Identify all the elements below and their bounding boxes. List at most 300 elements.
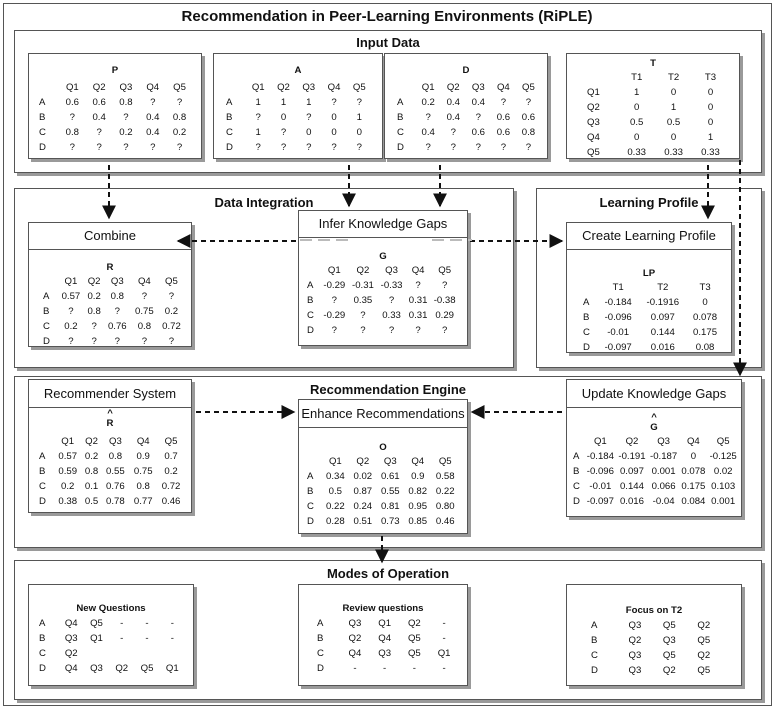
matrix-cell: 0.33 xyxy=(701,147,720,158)
matrix-cell: 0 xyxy=(634,102,640,113)
matrix-row-header: C xyxy=(43,321,50,332)
matrix-row-header: Q5 xyxy=(587,147,600,158)
mode-cell: - xyxy=(442,618,446,629)
matrix-cell: ? xyxy=(168,291,175,302)
matrix-cell: 0 xyxy=(331,127,337,138)
matrix-cell: 0.6 xyxy=(496,112,511,123)
mode-cell: - xyxy=(145,633,149,644)
matrix-cell: 0 xyxy=(670,132,677,143)
matrix-cell: ? xyxy=(114,306,120,317)
matrix-cell: 0.33 xyxy=(664,147,683,158)
matrix-cell: 0.4 xyxy=(446,112,460,123)
matrix-col-header: T1 xyxy=(631,72,643,83)
matrix-cell: 0.144 xyxy=(619,481,644,492)
matrix-cell: 1 xyxy=(306,97,312,108)
matrix-cell: 0.144 xyxy=(650,327,675,338)
matrix-cell: 0.1 xyxy=(84,481,99,492)
matrix-cell: 0.76 xyxy=(107,321,127,332)
matrix-col-header: Q1 xyxy=(327,265,341,276)
matrix-row-header: B xyxy=(573,466,580,477)
matrix-cell: 0.2 xyxy=(421,97,435,108)
matrix-cell: 0.8 xyxy=(521,127,536,138)
matrix-name: T xyxy=(650,58,656,69)
matrix-cell: 0.2 xyxy=(164,466,178,477)
matrix-cell: ? xyxy=(441,325,448,336)
matrix-cell: 0.35 xyxy=(353,295,373,306)
matrix-cell: ? xyxy=(68,306,74,317)
matrix-cell: 0.016 xyxy=(619,496,644,507)
matrix-cell: ? xyxy=(331,325,337,336)
mode-cell: - xyxy=(442,663,446,674)
matrix-cell: ? xyxy=(69,142,76,153)
matrix-cell: 0.6 xyxy=(521,112,536,123)
matrix-cell: 0.4 xyxy=(146,127,160,138)
matrix-cell: 1 xyxy=(670,102,677,113)
mode-cell: - xyxy=(442,633,446,644)
matrix-cell: ? xyxy=(176,142,183,153)
matrix-cell: 0.59 xyxy=(58,466,78,477)
matrix-cell: 0.2 xyxy=(61,481,75,492)
matrix-row-header: D xyxy=(307,516,314,527)
matrix-cell: ? xyxy=(356,97,362,108)
mode-cell: Q3 xyxy=(348,618,362,629)
matrix-row-header: B xyxy=(39,466,46,477)
matrix-cell: 0.76 xyxy=(106,481,125,492)
matrix-cell: 0.72 xyxy=(161,481,181,492)
matrix-col-header: Q1 xyxy=(328,456,342,467)
mode-cell: Q5 xyxy=(697,665,711,676)
matrix-cell: ? xyxy=(425,142,431,153)
matrix-col-header: Q4 xyxy=(327,82,341,93)
mode-cell: - xyxy=(383,663,387,674)
mode-row-header: A xyxy=(317,618,324,629)
update-title: Update Knowledge Gaps xyxy=(567,380,741,408)
mode-row-header: D xyxy=(591,665,598,676)
matrix-cell: ? xyxy=(475,112,481,123)
matrix-cell: -0.184 xyxy=(586,451,614,462)
matrix-cell: ? xyxy=(141,336,148,347)
mode-cell: Q5 xyxy=(140,663,154,674)
mode-cell: Q2 xyxy=(662,665,676,676)
mode-row-header: A xyxy=(39,618,46,629)
section-profile-title: Learning Profile xyxy=(599,195,699,210)
matrix-col-header: Q2 xyxy=(446,82,460,93)
matrix-col-header: T1 xyxy=(612,282,624,293)
matrix-col-header: Q2 xyxy=(625,436,639,447)
matrix-col-header: Q5 xyxy=(438,456,452,467)
matrix-col-header: Q2 xyxy=(277,82,290,93)
mode-cell: Q3 xyxy=(628,620,642,631)
matrix-cell: 0.33 xyxy=(627,147,647,158)
matrix-cell: 1 xyxy=(255,97,261,108)
mode-cell: Q2 xyxy=(348,633,362,644)
matrix-cell: ? xyxy=(415,280,421,291)
mode-cell: Q4 xyxy=(348,648,362,659)
matrix-cell: ? xyxy=(360,310,366,321)
mode-cell: Q5 xyxy=(407,648,421,659)
matrix-cell: 0 xyxy=(690,451,697,462)
matrix-cell: ? xyxy=(450,142,456,153)
matrix-cell: 0 xyxy=(331,112,337,123)
matrix-cell: 0.2 xyxy=(64,321,78,332)
mode-row-header: C xyxy=(317,648,324,659)
matrix-col-header: Q3 xyxy=(657,436,671,447)
matrix-cell: 0.084 xyxy=(681,496,706,507)
matrix-col-header: Q3 xyxy=(385,265,398,276)
matrix-row-header: C xyxy=(39,481,46,492)
matrix-row-header: C xyxy=(39,127,46,138)
matrix-cell: ? xyxy=(255,112,261,123)
matrix-row-header: B xyxy=(307,486,314,497)
matrix-cell: 0.31 xyxy=(408,310,428,321)
matrix-cell: 0.5 xyxy=(328,486,343,497)
matrix-col-header: Q4 xyxy=(686,436,700,447)
matrix-cell: 0.73 xyxy=(380,516,400,527)
matrix-col-header: Q4 xyxy=(496,82,510,93)
matrix-cell: -0.04 xyxy=(652,496,675,507)
mode-cell: Q5 xyxy=(662,650,676,661)
matrix-cell: 0 xyxy=(702,297,708,308)
mode-cell: Q4 xyxy=(64,663,78,674)
matrix-row-header: A xyxy=(39,451,46,462)
matrix-cell: ? xyxy=(280,127,287,138)
matrix-col-header: T3 xyxy=(699,282,711,293)
matrix-cell: ? xyxy=(360,325,366,336)
mode-row-header: A xyxy=(591,620,598,631)
matrix-cell: 0.02 xyxy=(713,466,733,477)
mode-cell: Q3 xyxy=(90,663,103,674)
matrix-cell: ? xyxy=(91,336,97,347)
matrix-cell: 0.097 xyxy=(619,466,644,477)
matrix-cell: 0.8 xyxy=(172,112,187,123)
mode-cell: Q3 xyxy=(64,633,78,644)
matrix-cell: 0.5 xyxy=(84,496,99,507)
matrix-row-header: A xyxy=(307,471,314,482)
matrix-cell: -0.31 xyxy=(352,280,374,291)
section-input-title: Input Data xyxy=(356,35,420,50)
matrix-col-header: Q5 xyxy=(522,82,535,93)
matrix-cell: ? xyxy=(306,142,312,153)
matrix-cell: ? xyxy=(96,142,102,153)
matrix-cell: 0.103 xyxy=(711,481,736,492)
matrix-name: G xyxy=(379,251,387,262)
matrix-row-header: C xyxy=(573,481,580,492)
matrix-cell: 0 xyxy=(707,117,714,128)
matrix-col-header: Q3 xyxy=(110,276,124,287)
matrix-cell: 0.8 xyxy=(136,481,150,492)
matrix-row-header: D xyxy=(43,336,50,347)
matrix-col-header: Q5 xyxy=(165,276,178,287)
mode-row-header: B xyxy=(591,635,598,646)
mode-cell: - xyxy=(170,618,174,629)
matrix-cell: 0.4 xyxy=(446,97,460,108)
matrix-row-header: C xyxy=(226,127,233,138)
mode-cell: Q2 xyxy=(64,648,78,659)
matrix-cell: 0.82 xyxy=(408,486,428,497)
matrix-cell: -0.01 xyxy=(589,481,612,492)
matrix-cell: 0.001 xyxy=(711,496,736,507)
matrix-cell: 0.46 xyxy=(435,516,455,527)
matrix-cell: ? xyxy=(96,127,102,138)
matrix-cell: 0.8 xyxy=(137,321,152,332)
matrix-cell: 0.57 xyxy=(58,451,78,462)
mode-cell: Q5 xyxy=(662,620,676,631)
mode-cell: Q3 xyxy=(662,635,676,646)
matrix-row-header: D xyxy=(39,496,46,507)
matrix-cell: 0.6 xyxy=(65,97,80,108)
matrix-col-header: Q4 xyxy=(146,82,160,93)
matrix-cell: ? xyxy=(69,112,76,123)
matrix-cell: 0.6 xyxy=(471,127,485,138)
mode-cell: Q2 xyxy=(628,635,642,646)
matrix-row-header: Q4 xyxy=(587,132,600,143)
section-engine-title: Recommendation Engine xyxy=(309,382,467,397)
create-profile-title: Create Learning Profile xyxy=(567,223,731,250)
matrix-col-header: T3 xyxy=(704,72,717,83)
enhance-title: Enhance Recommendations xyxy=(299,400,467,428)
matrix-cell: ? xyxy=(331,97,337,108)
matrix-col-header: Q5 xyxy=(164,436,178,447)
matrix-cell: 0.22 xyxy=(326,501,345,512)
matrix-col-header: Q5 xyxy=(173,82,186,93)
matrix-cell: 0.95 xyxy=(408,501,428,512)
matrix-cell: 0.77 xyxy=(133,496,153,507)
mode-cell: - xyxy=(170,633,174,644)
mode-cell: Q2 xyxy=(697,650,711,661)
matrix-col-header: Q5 xyxy=(716,436,730,447)
matrix-col-header: Q4 xyxy=(411,456,425,467)
matrix-cell: 0.4 xyxy=(471,97,485,108)
mode-cell: Q4 xyxy=(64,618,78,629)
section-integration-title: Data Integration xyxy=(214,195,314,210)
matrix-cell: 0.22 xyxy=(435,486,455,497)
matrix-cell: 0.8 xyxy=(108,451,123,462)
matrix-cell: 0.4 xyxy=(421,127,435,138)
mode-cell: Q3 xyxy=(628,650,642,661)
matrix-cell: 0.9 xyxy=(411,471,425,482)
matrix-cell: 0.2 xyxy=(164,306,179,317)
matrix-cell: 0.38 xyxy=(58,496,78,507)
matrix-name: P xyxy=(111,65,119,76)
matrix-row-header: D xyxy=(583,342,590,353)
matrix-row-header: C xyxy=(397,127,404,138)
matrix-row-header: A xyxy=(307,280,314,291)
matrix-cell: 0.24 xyxy=(353,501,373,512)
matrix-col-header: T2 xyxy=(667,72,680,83)
matrix-cell: -0.1916 xyxy=(646,297,680,308)
matrix-row-header: Q1 xyxy=(587,87,600,98)
matrix-cell: ? xyxy=(331,295,337,306)
matrix-row-header: Q2 xyxy=(587,102,600,113)
matrix-row-header: D xyxy=(226,142,233,153)
mode-title: Focus on T2 xyxy=(625,605,683,616)
matrix-cell: ? xyxy=(168,336,175,347)
matrix-row-header: D xyxy=(397,142,404,153)
matrix-cell: 0.87 xyxy=(353,486,373,497)
mode-cell: - xyxy=(120,633,124,644)
matrix-cell: ? xyxy=(388,295,395,306)
matrix-cell: 0.31 xyxy=(408,295,428,306)
matrix-cell: 0.016 xyxy=(650,342,675,353)
matrix-cell: ? xyxy=(356,142,362,153)
matrix-cell: 0.29 xyxy=(435,310,454,321)
matrix-cell: 0.61 xyxy=(380,471,400,482)
matrix-cell: ? xyxy=(280,142,287,153)
matrix-row-header: A xyxy=(583,297,590,308)
matrix-cell: -0.33 xyxy=(380,280,403,291)
matrix-cell: 1 xyxy=(634,87,640,98)
matrix-cell: 0.80 xyxy=(435,501,455,512)
mode-cell: Q5 xyxy=(697,635,711,646)
matrix-cell: 0 xyxy=(634,132,640,143)
mode-cell: Q2 xyxy=(697,620,711,631)
matrix-cell: 1 xyxy=(707,132,714,143)
matrix-cell: -0.096 xyxy=(586,466,614,477)
matrix-cell: 0.001 xyxy=(651,466,676,477)
matrix-cell: 0.02 xyxy=(353,471,373,482)
matrix-cell: -0.38 xyxy=(433,295,456,306)
matrix-cell: 0.55 xyxy=(106,466,125,477)
matrix-cell: ? xyxy=(500,97,507,108)
matrix-cell: 0.72 xyxy=(162,321,181,332)
matrix-cell: ? xyxy=(255,142,261,153)
matrix-cell: 0.175 xyxy=(693,327,718,338)
matrix-cell: ? xyxy=(68,336,74,347)
combine-title: Combine xyxy=(29,223,191,250)
matrix-cell: 0.33 xyxy=(382,310,401,321)
matrix-cell: -0.096 xyxy=(604,312,632,323)
matrix-cell: 0.6 xyxy=(92,97,106,108)
matrix-row-header: A xyxy=(397,97,404,108)
matrix-cell: 0.57 xyxy=(61,291,81,302)
matrix-row-header: B xyxy=(39,112,46,123)
matrix-col-header: Q3 xyxy=(471,82,485,93)
matrix-cell: ? xyxy=(306,112,312,123)
mode-row-header: C xyxy=(39,648,46,659)
matrix-cell: ? xyxy=(441,280,448,291)
mode-title: Review questions xyxy=(342,603,424,614)
matrix-cell: -0.191 xyxy=(618,451,646,462)
matrix-cell: 0.34 xyxy=(326,471,345,482)
mode-cell: Q1 xyxy=(437,648,451,659)
matrix-cell: 0.5 xyxy=(630,117,644,128)
matrix-row-header: A xyxy=(573,451,580,462)
matrix-cell: 0.46 xyxy=(161,496,181,507)
matrix-col-header: Q2 xyxy=(356,265,370,276)
matrix-cell: 0.2 xyxy=(84,451,99,462)
matrix-cell: ? xyxy=(141,291,148,302)
matrix-col-header: Q1 xyxy=(65,82,79,93)
matrix-hat: ^ xyxy=(651,412,657,423)
matrix-row-header: Q3 xyxy=(587,117,600,128)
matrix-row-header: D xyxy=(573,496,580,507)
matrix-cell: -0.187 xyxy=(650,451,678,462)
matrix-cell: 0.75 xyxy=(133,466,153,477)
matrix-cell: 0.2 xyxy=(119,127,133,138)
mode-cell: - xyxy=(353,663,357,674)
matrix-cell: ? xyxy=(388,325,395,336)
mode-cell: Q3 xyxy=(378,648,392,659)
matrix-cell: 0.08 xyxy=(695,342,715,353)
matrix-cell: 0.8 xyxy=(110,291,124,302)
matrix-row-header: B xyxy=(397,112,404,123)
matrix-col-header: Q4 xyxy=(411,265,425,276)
mode-row-header: D xyxy=(317,663,324,674)
matrix-cell: ? xyxy=(500,142,507,153)
matrix-col-header: Q1 xyxy=(64,276,78,287)
matrix-cell: 0.4 xyxy=(146,112,160,123)
mode-row-header: D xyxy=(39,663,46,674)
matrix-cell: ? xyxy=(525,97,532,108)
matrix-row-header: B xyxy=(43,306,50,317)
mode-cell: - xyxy=(120,618,124,629)
matrix-cell: 1 xyxy=(356,112,362,123)
main-title: Recommendation in Peer-Learning Environments (RiPLE) xyxy=(181,8,593,25)
matrix-cell: 0 xyxy=(356,127,362,138)
matrix-row-header: C xyxy=(307,310,314,321)
mode-cell: Q4 xyxy=(378,633,392,644)
matrix-col-header: Q3 xyxy=(108,436,122,447)
matrix-cell: 0 xyxy=(707,87,714,98)
matrix-cell: 0.81 xyxy=(380,501,400,512)
matrix-cell: ? xyxy=(450,127,456,138)
matrix-cell: 0 xyxy=(707,102,714,113)
matrix-cell: -0.097 xyxy=(604,342,632,353)
matrix-name: LP xyxy=(642,268,656,279)
matrix-cell: 0.58 xyxy=(435,471,455,482)
mode-cell: Q5 xyxy=(90,618,103,629)
matrix-cell: 0.85 xyxy=(408,516,428,527)
matrix-col-header: Q2 xyxy=(92,82,106,93)
matrix-cell: ? xyxy=(415,325,421,336)
matrix-cell: 0.8 xyxy=(119,97,133,108)
matrix-col-header: Q5 xyxy=(352,82,366,93)
matrix-cell: ? xyxy=(331,142,337,153)
matrix-cell: 0.55 xyxy=(380,486,400,497)
matrix-row-header: A xyxy=(43,291,50,302)
matrix-name: R xyxy=(106,262,114,273)
matrix-cell: 0.78 xyxy=(106,496,125,507)
matrix-cell: ? xyxy=(150,142,156,153)
matrix-cell: -0.097 xyxy=(586,496,614,507)
matrix-cell: -0.01 xyxy=(607,327,630,338)
matrix-col-header: Q4 xyxy=(136,436,150,447)
matrix-cell: 0.4 xyxy=(92,112,106,123)
matrix-row-header: B xyxy=(583,312,590,323)
matrix-cell: 0.078 xyxy=(681,466,706,477)
matrix-cell: 0.6 xyxy=(496,127,511,138)
matrix-col-header: Q2 xyxy=(356,456,370,467)
matrix-name: G xyxy=(650,422,658,433)
matrix-cell: ? xyxy=(176,97,183,108)
matrix-col-header: Q1 xyxy=(251,82,265,93)
matrix-col-header: Q3 xyxy=(119,82,133,93)
matrix-cell: 0.066 xyxy=(651,481,676,492)
matrix-cell: 0 xyxy=(670,87,677,98)
matrix-cell: 1 xyxy=(255,127,261,138)
matrix-cell: ? xyxy=(91,321,97,332)
mode-row-header: C xyxy=(591,650,598,661)
mode-cell: Q2 xyxy=(407,618,421,629)
matrix-col-header: Q1 xyxy=(593,436,607,447)
matrix-row-header: C xyxy=(583,327,590,338)
mode-cell: - xyxy=(412,663,416,674)
matrix-hat: ^ xyxy=(107,408,113,419)
matrix-cell: ? xyxy=(150,97,156,108)
matrix-row-header: B xyxy=(307,295,314,306)
matrix-cell: 0.2 xyxy=(87,291,101,302)
matrix-cell: 0.9 xyxy=(136,451,150,462)
